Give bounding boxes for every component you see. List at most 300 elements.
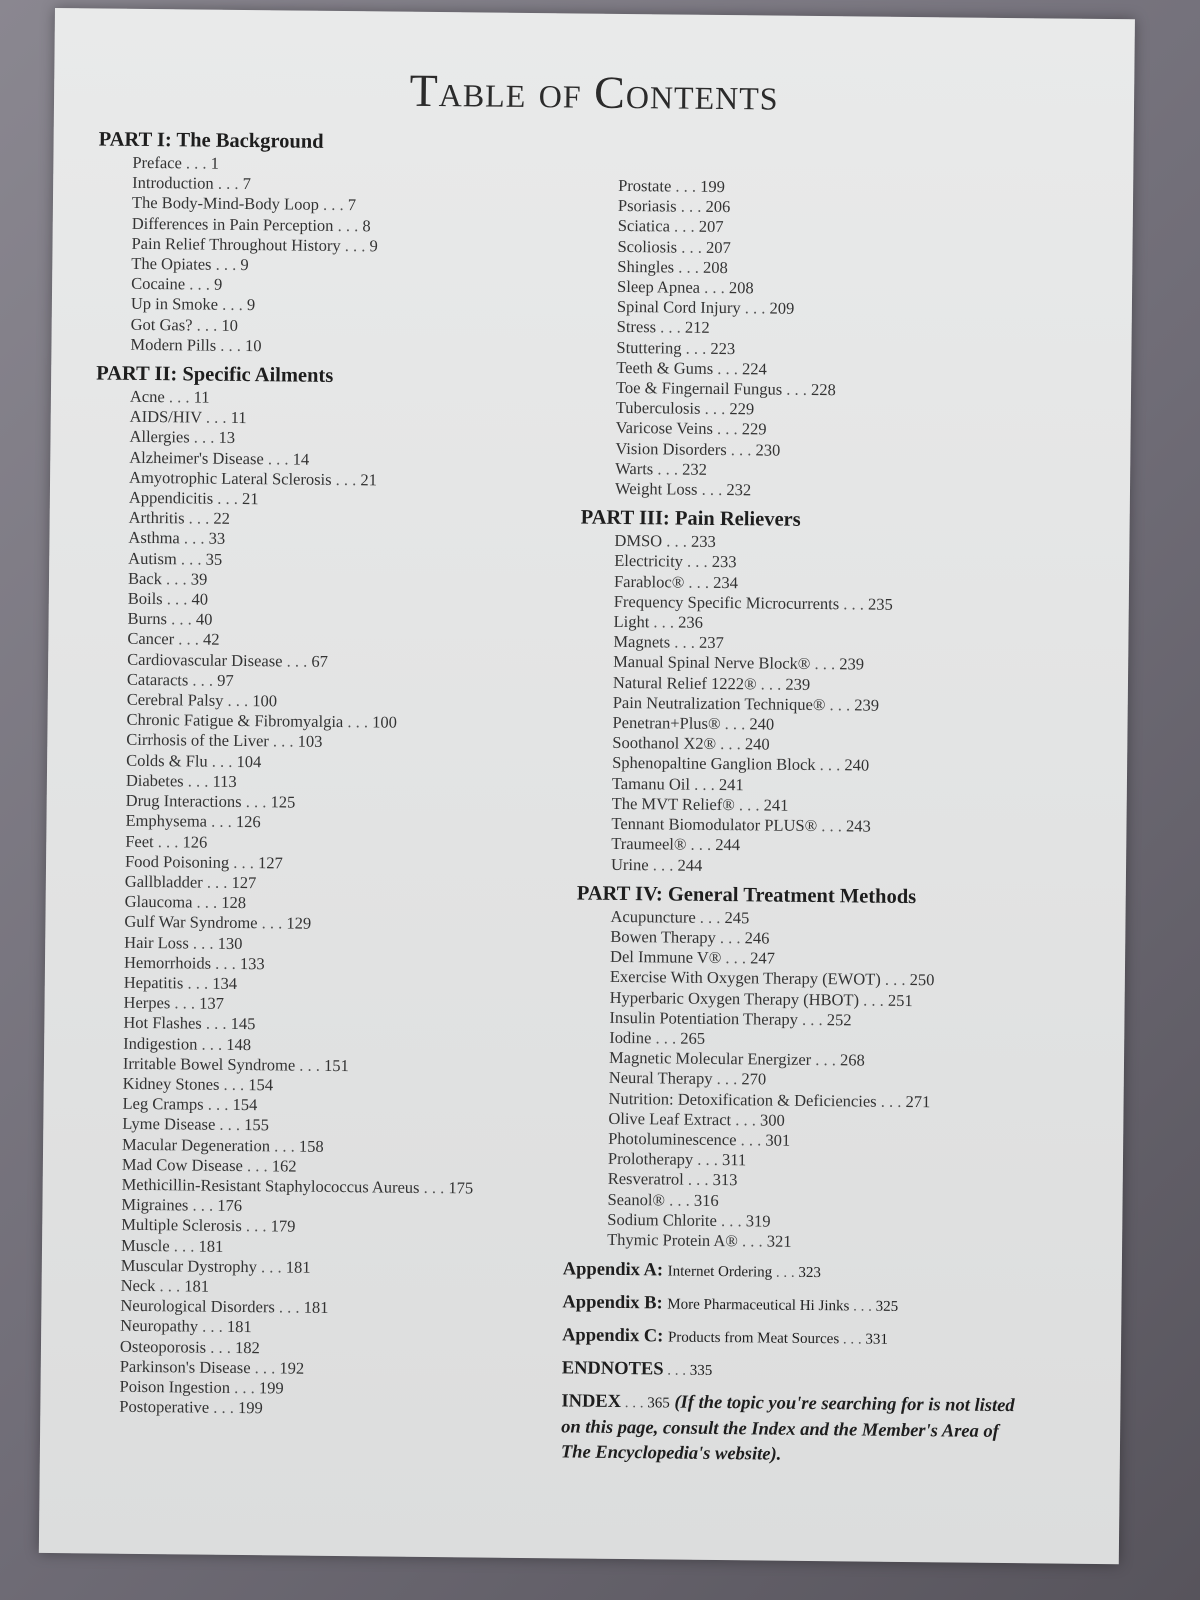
toc-entry-page: 148 — [226, 1034, 252, 1054]
toc-entry-dots: . . . — [170, 993, 200, 1013]
toc-entry-page: 319 — [745, 1211, 771, 1231]
toc-entry-page: 134 — [212, 973, 238, 993]
toc-entry-title: Cirrhosis of the Liver — [126, 730, 269, 751]
toc-entry-page: 100 — [372, 712, 398, 732]
toc-entry-dots: . . . — [257, 913, 287, 933]
toc-entry-page: 228 — [810, 379, 836, 400]
toc-entry-page: 252 — [826, 1009, 852, 1030]
toc-entry-page: 229 — [729, 399, 755, 419]
toc-entry-title: Cardiovascular Disease — [127, 649, 283, 671]
appendix-dots: . . . — [849, 1298, 876, 1315]
toc-entry-title: Drug Interactions — [125, 790, 242, 812]
toc-entry-title: Pain Neutralization Technique® — [612, 692, 826, 714]
toc-entry-page: 67 — [311, 651, 328, 671]
toc-entry-title: Asthma — [128, 528, 180, 548]
toc-entry-page: 11 — [230, 408, 247, 428]
toc-entry-title: Tennant Biomodulator PLUS® — [611, 813, 818, 836]
appendix-label: Appendix C: — [562, 1325, 664, 1347]
toc-entry-title: Neurological Disorders — [120, 1295, 275, 1317]
toc-entry-title: Introduction — [132, 173, 214, 193]
toc-entry-title: Irritable Bowel Syndrome — [122, 1053, 296, 1075]
toc-entry-title: Sleep Apnea — [617, 276, 701, 297]
toc-entry-title: Boils — [127, 588, 163, 609]
toc-entry-page: 300 — [759, 1110, 785, 1130]
toc-entry-dots: . . . — [207, 751, 237, 771]
toc-entry-dots: . . . — [736, 1130, 766, 1150]
toc-entry-dots: . . . — [188, 1195, 218, 1215]
toc-entry-title: Macular Degeneration — [122, 1134, 271, 1155]
toc-entry-dots: . . . — [737, 1231, 767, 1251]
toc-entry-page: 158 — [298, 1136, 324, 1156]
toc-entry-title: Osteoporosis — [119, 1336, 207, 1357]
toc-entry-page: 301 — [765, 1130, 791, 1150]
toc-entry-page: 10 — [244, 335, 262, 356]
toc-entry-page: 316 — [693, 1190, 719, 1210]
toc-entry-dots: . . . — [166, 609, 197, 629]
toc-entry-page: 127 — [231, 872, 257, 893]
toc-entry-title: Tuberculosis — [615, 398, 701, 419]
part-2-heading: PART II: Specific Ailments — [96, 362, 334, 387]
toc-entry-dots: . . . — [810, 654, 840, 674]
toc-entry-title: Hyperbaric Oxygen Therapy (HBOT) — [609, 987, 860, 1009]
toc-entry-page: 199 — [700, 176, 726, 197]
toc-entry-title: Preface — [132, 152, 182, 173]
toc-entry-dots: . . . — [689, 774, 720, 794]
toc-entry-dots: . . . — [880, 970, 910, 990]
toc-entry-page: 206 — [705, 197, 731, 217]
toc-entry-title: Postoperative — [119, 1396, 210, 1417]
toc-entry-dots: . . . — [174, 629, 204, 650]
toc-entry-page: 1 — [210, 153, 220, 173]
toc-entry-page: 270 — [741, 1069, 767, 1089]
toc-entry-page: 137 — [199, 993, 225, 1013]
toc-entry-title: Herpes — [123, 992, 171, 1013]
toc-entry-dots: . . . — [201, 1013, 231, 1034]
toc-entry-title: Parkinson's Disease — [119, 1356, 251, 1377]
toc-entry-dots: . . . — [811, 1050, 841, 1070]
toc-entry-page: 251 — [887, 990, 913, 1010]
toc-entry-dots: . . . — [183, 771, 213, 791]
toc-entry-page: 162 — [271, 1156, 297, 1176]
toc-entry-title: Cataracts — [126, 669, 189, 690]
toc-entry-title: Psoriasis — [617, 196, 677, 216]
toc-entry-page: 233 — [690, 531, 716, 552]
toc-entry-dots: . . . — [242, 1155, 272, 1176]
toc-entry-title: Del Immune V® — [609, 946, 722, 968]
toc-entry — [607, 1230, 1077, 1255]
toc-entry-title: DMSO — [614, 531, 663, 551]
toc-entry-page: 100 — [252, 691, 278, 711]
toc-entry-dots: . . . — [670, 632, 700, 653]
toc-entry-dots: . . . — [161, 569, 191, 589]
toc-entry-page: 181 — [198, 1236, 224, 1256]
toc-entry-page: 154 — [248, 1075, 274, 1095]
toc-entry-title: Urine — [610, 854, 649, 874]
toc-entry-dots: . . . — [715, 734, 746, 754]
toc-entry-dots: . . . — [740, 298, 770, 318]
toc-entry-dots: . . . — [686, 834, 716, 855]
toc-entry-title: The MVT Relief® — [611, 793, 735, 815]
toc-entry-title: Got Gas? — [130, 314, 193, 335]
toc-entry-page: 192 — [279, 1358, 305, 1378]
toc-entry-page: 13 — [218, 428, 236, 448]
toc-entry-title: Sodium Chlorite — [607, 1209, 717, 1230]
toc-entry-title: Magnetic Molecular Energizer — [608, 1047, 812, 1070]
toc-entry-page: 129 — [286, 913, 312, 934]
toc-entry-page: 247 — [750, 948, 776, 968]
toc-entry-page: 103 — [297, 732, 323, 752]
toc-entry-page: 21 — [241, 489, 259, 509]
toc-entry-page: 130 — [217, 933, 243, 953]
toc-entry-dots: . . . — [664, 1190, 694, 1210]
toc-entry-dots: . . . — [656, 317, 686, 338]
part-1-heading: PART I: The Background — [98, 128, 324, 153]
toc-entry-dots: . . . — [241, 792, 271, 812]
toc-entry-dots: . . . — [720, 714, 750, 734]
toc-entry-dots: . . . — [331, 469, 361, 490]
toc-entry-page: 181 — [226, 1317, 252, 1337]
toc-entry-page: 230 — [755, 440, 781, 460]
index-dots: . . . — [620, 1395, 648, 1412]
left-column — [85, 126, 568, 1421]
toc-entry-page: 9 — [246, 295, 256, 315]
toc-entry-title: Migraines — [121, 1194, 189, 1215]
toc-entry-page: 40 — [191, 589, 209, 609]
appendix-title: More Pharmaceutical Hi Jinks — [667, 1296, 850, 1315]
toc-entry-title: The Opiates — [131, 253, 212, 274]
toc-entry-page: 250 — [909, 970, 935, 990]
toc-entry-page: 14 — [292, 449, 310, 469]
toc-entry-title: Pain Relief Throughout History — [131, 233, 341, 255]
appendix-dots: . . . — [772, 1264, 799, 1282]
toc-entry-title: Modern Pills — [130, 334, 217, 355]
toc-entry-page: 9 — [369, 236, 378, 256]
toc-entry-page: 229 — [741, 419, 767, 439]
toc-entry-title: Seanol® — [607, 1189, 666, 1209]
toc-entry-dots: . . . — [229, 852, 259, 872]
toc-entry-dots: . . . — [700, 399, 730, 419]
toc-entry-page: 268 — [840, 1050, 865, 1070]
toc-entry-dots: . . . — [340, 235, 370, 256]
toc-entry-title: Muscular Dystrophy — [120, 1255, 258, 1276]
toc-entry-title: Up in Smoke — [130, 294, 219, 315]
toc-entry-title: Iodine — [609, 1027, 652, 1048]
toc-entry-dots: . . . — [184, 508, 214, 528]
toc-entry-page: 246 — [744, 928, 770, 948]
toc-entry-title: Exercise With Oxygen Therapy (EWOT) — [609, 967, 881, 990]
toc-entry-dots: . . . — [176, 548, 206, 569]
toc-entry-page: 11 — [193, 387, 210, 407]
toc-entry-title: Olive Leaf Extract — [608, 1108, 732, 1129]
toc-entry-page: 33 — [208, 529, 226, 549]
toc-entry-dots: . . . — [671, 176, 701, 196]
toc-entry — [611, 854, 1081, 879]
toc-entry-dots: . . . — [695, 907, 725, 927]
toc-entry-dots: . . . — [269, 1135, 300, 1156]
toc-entry-dots: . . . — [217, 295, 247, 315]
toc-entry-page: 7 — [242, 174, 251, 194]
toc-entry-dots: . . . — [716, 1210, 746, 1231]
toc-entry-dots: . . . — [181, 153, 211, 173]
toc-entry-dots: . . . — [333, 215, 363, 235]
toc-entry-dots: . . . — [669, 216, 699, 237]
toc-entry-page: 126 — [235, 812, 261, 832]
toc-entry-title: Traumeel® — [611, 834, 687, 854]
index-page: 365 — [647, 1395, 670, 1412]
toc-entry-dots: . . . — [683, 1169, 713, 1190]
toc-entry-dots: . . . — [797, 1009, 827, 1029]
toc-entry-page: 199 — [258, 1378, 284, 1398]
appendix-page: 325 — [875, 1298, 899, 1316]
toc-entry-dots: . . . — [712, 419, 742, 439]
toc-entry-dots: . . . — [201, 407, 231, 428]
toc-entry-dots: . . . — [179, 528, 209, 549]
toc-entry-dots: . . . — [229, 1377, 260, 1398]
toc-entry-page: 127 — [257, 852, 283, 873]
toc-entry-title: Amyotrophic Lateral Sclerosis — [128, 467, 332, 489]
toc-entry-dots: . . . — [697, 479, 727, 500]
toc-entry-dots: . . . — [188, 670, 218, 690]
toc-entry-title: Vision Disorders — [615, 438, 727, 459]
appendix-list — [562, 1258, 1077, 1354]
toc-entry-title: Diabetes — [125, 770, 184, 791]
toc-entry-page: 133 — [239, 953, 265, 973]
toc-entry-dots: . . . — [721, 948, 751, 968]
toc-entry-title: Neuropathy — [120, 1316, 199, 1336]
toc-entry-dots: . . . — [674, 257, 704, 277]
toc-entry-dots: . . . — [250, 1357, 280, 1378]
toc-entry-dots: . . . — [216, 335, 246, 355]
toc-entry-dots: . . . — [256, 1256, 286, 1277]
toc-entry-title: Autism — [128, 548, 177, 568]
appendix-entry — [562, 1324, 1076, 1354]
toc-entry — [615, 479, 1085, 504]
toc-entry-page: 128 — [221, 892, 247, 913]
toc-entry-title: Scoliosis — [617, 236, 678, 257]
toc-entry-title: Gulf War Syndrome — [124, 912, 258, 933]
toc-entry-page: 241 — [763, 795, 789, 815]
toc-entry-title: Electricity — [614, 551, 684, 572]
toc-entry-dots: . . . — [653, 459, 683, 479]
toc-entry-dots: . . . — [677, 237, 707, 257]
toc-entry-title: Natural Relief 1222® — [612, 672, 757, 694]
toc-entry-title: Insulin Potentiation Therapy — [609, 1007, 799, 1029]
toc-entry-dots: . . . — [219, 1074, 249, 1095]
toc-entry-page: 176 — [217, 1195, 243, 1216]
toc-entry-title: Alzheimer's Disease — [129, 447, 264, 468]
part-4-heading: PART IV: General Treatment Methods — [576, 882, 917, 908]
toc-entry-dots: . . . — [318, 195, 348, 215]
document-page — [39, 8, 1135, 1564]
toc-entry-dots: . . . — [206, 1337, 236, 1357]
toc-entry-page: 232 — [682, 459, 708, 479]
toc-entry-dots: . . . — [858, 989, 889, 1010]
toc-entry-dots: . . . — [223, 690, 253, 711]
toc-entry-dots: . . . — [192, 892, 222, 912]
toc-entry-page: 239 — [785, 674, 811, 694]
toc-entry-dots: . . . — [155, 1276, 185, 1296]
toc-entry-title: Bowen Therapy — [610, 926, 716, 947]
toc-entry-title: Poison Ingestion — [119, 1376, 231, 1397]
toc-entry-page: 208 — [702, 257, 728, 277]
appendix-page: 323 — [798, 1265, 822, 1282]
toc-entry-page: 208 — [728, 278, 754, 298]
toc-entry — [96, 334, 566, 359]
toc-entry-page: 265 — [680, 1028, 706, 1048]
toc-entry-dots: . . . — [713, 358, 743, 379]
toc-entry-dots: . . . — [209, 1397, 239, 1418]
toc-entry-page: 97 — [217, 670, 234, 690]
toc-entry-dots: . . . — [241, 1216, 271, 1236]
part-3-list — [611, 531, 1085, 879]
toc-entry-page: 234 — [713, 572, 739, 592]
toc-entry-dots: . . . — [839, 594, 869, 614]
appendix-entry — [562, 1291, 1076, 1321]
toc-entry-dots: . . . — [268, 731, 298, 752]
toc-entry-page: 240 — [844, 755, 870, 776]
toc-entry-title: Shingles — [617, 256, 675, 277]
toc-entry-dots: . . . — [715, 927, 745, 948]
toc-entry-title: Emphysema — [125, 811, 208, 831]
toc-entry-dots: . . . — [263, 448, 293, 469]
toc-entry-title: Food Poisoning — [124, 851, 230, 872]
toc-entry-title: Nutrition: Detoxification & Deficiencies — [608, 1088, 877, 1111]
toc-entry-title: Burns — [127, 609, 168, 629]
toc-entry-dots: . . . — [203, 1094, 233, 1115]
toc-entry-dots: . . . — [731, 1109, 761, 1130]
toc-entry-page: 8 — [362, 215, 371, 235]
toc-entry-title: Penetran+Plus® — [612, 712, 721, 734]
toc-entry-page: 113 — [212, 771, 237, 791]
toc-entry-dots: . . . — [815, 755, 845, 775]
toc-entry-page: 42 — [202, 630, 220, 650]
toc-entry-title: Cocaine — [131, 274, 186, 294]
toc-entry-title: Resveratrol — [607, 1169, 684, 1189]
toc-entry-page: 181 — [184, 1276, 210, 1296]
toc-entry-title: Multiple Sclerosis — [121, 1215, 242, 1236]
toc-entry-page: 145 — [230, 1014, 256, 1034]
toc-entry-title: Chronic Fatigue & Fibromyalgia — [126, 710, 344, 732]
toc-entry-page: 151 — [324, 1055, 349, 1075]
part-3-heading: PART III: Pain Relievers — [580, 506, 801, 532]
appendix-label: Appendix B: — [562, 1292, 663, 1314]
toc-entry-title: Sphenopaltine Ganglion Block — [612, 753, 816, 775]
toc-entry-page: 179 — [270, 1216, 296, 1236]
part-2-list — [85, 386, 566, 1421]
toc-entry-page: 7 — [347, 195, 357, 215]
part-2-continued-list — [615, 176, 1088, 504]
toc-entry-title: Kidney Stones — [122, 1073, 220, 1094]
toc-entry-page: 321 — [766, 1231, 792, 1251]
toc-entry-title: Manual Spinal Nerve Block® — [613, 652, 811, 674]
toc-entry-title: AIDS/HIV — [129, 407, 202, 427]
toc-entry-page: 155 — [244, 1115, 270, 1135]
toc-entry-title: Prolotherapy — [607, 1148, 694, 1169]
toc-entry-dots: . . . — [213, 173, 243, 194]
index-note: (If the topic you're searching for is not listed on this page, consult the Index and the Member's Area of The Encyclopedia's website). — [560, 1392, 1015, 1465]
page-title: Table of Contents — [409, 64, 779, 120]
toc-entry-title: Muscle — [120, 1235, 170, 1255]
toc-entry-title: Magnets — [613, 632, 671, 652]
toc-entry-page: 240 — [749, 714, 775, 734]
toc-entry-dots: . . . — [206, 811, 237, 832]
toc-entry-page: 239 — [854, 695, 880, 715]
toc-entry-page: 244 — [715, 835, 741, 855]
toc-entry-dots: . . . — [213, 488, 243, 509]
index-label: INDEX — [561, 1391, 622, 1413]
toc-entry-page: 243 — [845, 816, 871, 836]
toc-entry-title: Colds & Flu — [126, 750, 208, 771]
toc-entry-page: 223 — [710, 338, 736, 358]
endnotes-page: 335 — [689, 1362, 713, 1380]
toc-entry-page: 241 — [718, 774, 744, 794]
toc-entry-page: 21 — [360, 470, 378, 490]
toc-entry-page: 209 — [769, 298, 795, 318]
toc-entry-dots: . . . — [681, 338, 711, 358]
toc-entry-title: Toe & Fingernail Fungus — [615, 377, 783, 399]
toc-entry-title: Frequency Specific Microcurrents — [613, 591, 840, 614]
toc-entry-dots: . . . — [153, 831, 183, 851]
appendix-page: 331 — [865, 1331, 889, 1348]
endnotes-label: ENDNOTES — [561, 1358, 664, 1380]
appendix-title: Products from Meat Sources — [667, 1329, 840, 1348]
toc-entry-page: 207 — [698, 217, 724, 237]
toc-entry-title: Teeth & Gums — [616, 357, 714, 378]
toc-entry-title: Glaucoma — [124, 891, 193, 912]
toc-entry-dots: . . . — [782, 379, 812, 399]
toc-entry-dots: . . . — [215, 1115, 245, 1135]
toc-entry-dots: . . . — [699, 277, 730, 298]
appendix-dots: . . . — [839, 1331, 866, 1348]
toc-entry-page: 244 — [677, 855, 703, 875]
toc-entry-dots: . . . — [211, 254, 241, 274]
toc-entry-page: 240 — [744, 734, 770, 754]
toc-entry-dots: . . . — [169, 1235, 199, 1256]
toc-entry-dots: . . . — [185, 274, 215, 294]
toc-entry-title: Photoluminescence — [608, 1128, 737, 1150]
toc-entry-title: Weight Loss — [614, 478, 698, 499]
toc-entry-page: 236 — [678, 612, 704, 632]
toc-entry-title: Cerebral Palsy — [126, 689, 224, 710]
toc-entry-page: 199 — [237, 1398, 263, 1418]
toc-entry-title: Soothanol X2® — [612, 733, 717, 754]
toc-entry-page: 10 — [221, 315, 239, 335]
toc-entry-page: 212 — [684, 318, 710, 338]
toc-entry-page: 235 — [868, 594, 893, 614]
toc-entry-title: Stuttering — [616, 337, 682, 358]
toc-entry-title: Tamanu Oil — [611, 773, 691, 794]
toc-entry-title: Acne — [129, 386, 165, 407]
part-4-list — [607, 907, 1081, 1255]
endnotes-entry — [562, 1357, 1076, 1387]
toc-entry-page: 311 — [721, 1150, 747, 1170]
toc-entry-title: Methicillin-Resistant Staphylococcus Aureus — [121, 1174, 420, 1197]
toc-entry-dots: . . . — [189, 427, 219, 448]
toc-entry-dots: . . . — [676, 196, 706, 217]
toc-entry-dots: . . . — [295, 1055, 325, 1075]
toc-entry-page: 40 — [195, 609, 213, 629]
toc-entry-title: Farabloc® — [613, 571, 685, 592]
toc-entry-title: Hair Loss — [124, 932, 189, 952]
toc-entry-title: Mad Cow Disease — [121, 1154, 243, 1175]
toc-entry-title: Allergies — [129, 427, 190, 447]
toc-entry-page: 233 — [711, 552, 737, 572]
toc-entry-page: 175 — [448, 1178, 474, 1198]
toc-entry — [85, 1397, 555, 1422]
toc-entry-title: Warts — [615, 458, 654, 479]
toc-entry-dots: . . . — [734, 795, 764, 815]
toc-entry-title: Varicose Veins — [615, 418, 714, 439]
